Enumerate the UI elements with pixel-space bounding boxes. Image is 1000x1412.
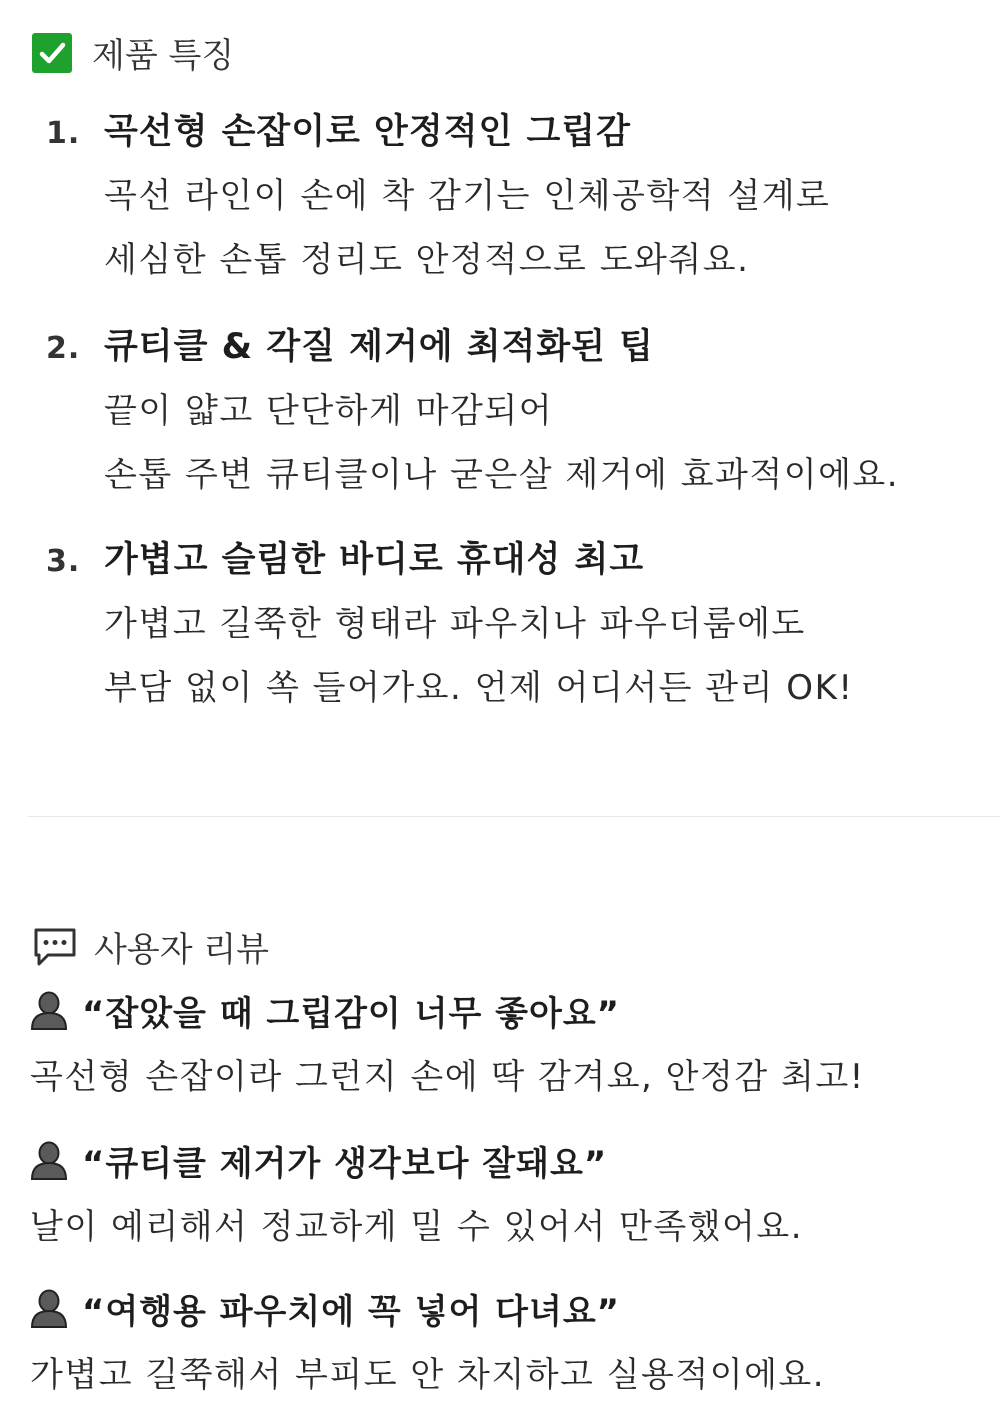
feature-desc-line: 곡선 라인이 손에 착 감기는 인체공학적 설계로 bbox=[104, 176, 831, 216]
reviews-title: 사용자 리뷰 bbox=[94, 930, 270, 970]
feature-title-row bbox=[46, 528, 980, 592]
review-quote-row bbox=[30, 980, 990, 1040]
feature-item bbox=[46, 100, 980, 292]
feature-item bbox=[46, 315, 980, 507]
review-body: 가볍고 길쭉해서 부피도 안 차지하고 실용적이에요. bbox=[30, 1355, 826, 1395]
feature-desc-line: 끝이 얇고 단단하게 마감되어 bbox=[104, 391, 554, 431]
section-divider bbox=[28, 816, 1000, 817]
review-quote-row bbox=[30, 1278, 990, 1338]
feature-desc-line: 부담 없이 쏙 들어가요. 언제 어디서든 관리 OK! bbox=[104, 668, 854, 708]
review-item bbox=[30, 1130, 990, 1264]
feature-title: 곡선형 손잡이로 안정적인 그립감 bbox=[104, 112, 631, 152]
review-body: 곡선형 손잡이라 그런지 손에 딱 감겨요, 안정감 최고! bbox=[30, 1057, 865, 1097]
person-icon bbox=[30, 1288, 68, 1328]
feature-number: 2. bbox=[46, 331, 81, 366]
speech-bubble-icon bbox=[32, 927, 78, 967]
person-icon bbox=[30, 1140, 68, 1180]
review-quote: “여행용 파우치에 꼭 넣어 다녀요” bbox=[82, 1291, 621, 1332]
feature-title-row bbox=[46, 315, 980, 379]
review-item bbox=[30, 1278, 990, 1412]
review-item bbox=[30, 980, 990, 1114]
feature-desc-line: 가볍고 길쭉한 형태라 파우치나 파우더룸에도 bbox=[104, 604, 806, 644]
feature-item bbox=[46, 528, 980, 720]
review-body: 날이 예리해서 정교하게 밀 수 있어서 만족했어요. bbox=[30, 1207, 804, 1247]
feature-desc-line: 세심한 손톱 정리도 안정적으로 도와줘요. bbox=[104, 240, 750, 280]
feature-number: 3. bbox=[46, 544, 81, 579]
features-title: 제품 특징 bbox=[92, 36, 235, 76]
feature-title: 큐티클 & 각질 제거에 최적화된 팁 bbox=[104, 327, 654, 367]
feature-desc-line: 손톱 주변 큐티클이나 굳은살 제거에 효과적이에요. bbox=[104, 455, 900, 495]
feature-title: 가볍고 슬림한 바디로 휴대성 최고 bbox=[104, 540, 645, 580]
features-heading bbox=[32, 28, 234, 77]
check-icon bbox=[32, 33, 72, 73]
feature-number: 1. bbox=[46, 116, 81, 151]
review-quote: “잡았을 때 그립감이 너무 좋아요” bbox=[82, 993, 621, 1034]
review-quote: “큐티클 제거가 생각보다 잘돼요” bbox=[82, 1143, 608, 1184]
person-icon bbox=[30, 990, 68, 1030]
review-quote-row bbox=[30, 1130, 990, 1190]
reviews-heading bbox=[32, 922, 269, 971]
feature-title-row bbox=[46, 100, 980, 164]
